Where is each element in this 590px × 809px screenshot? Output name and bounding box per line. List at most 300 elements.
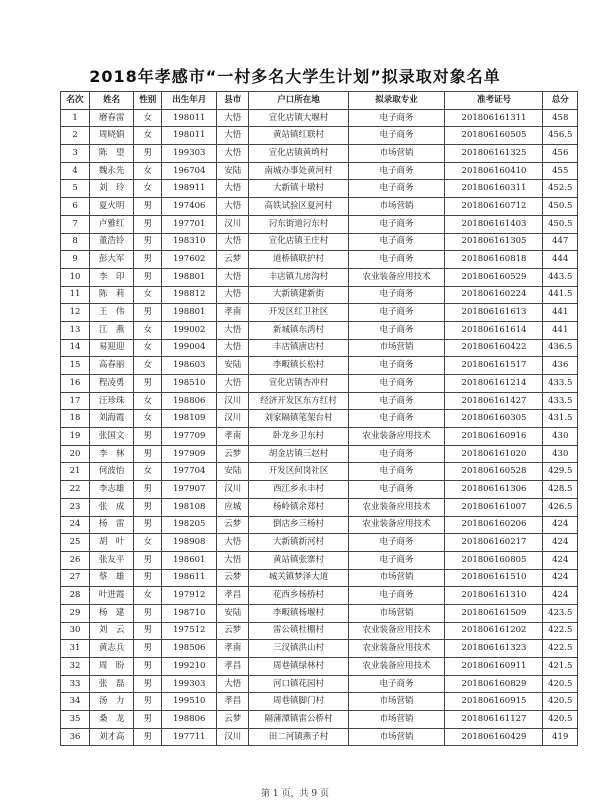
name-cell: 张友平 xyxy=(90,551,134,569)
rank-cell: 23 xyxy=(61,498,90,516)
gender-cell: 男 xyxy=(134,728,162,746)
county-cell: 大悟 xyxy=(217,339,249,357)
rank-cell: 9 xyxy=(61,251,90,269)
exam-id-cell: 201806160422 xyxy=(445,339,543,357)
residence-cell: 卧龙乡卫东村 xyxy=(249,428,348,446)
name-cell: 刘海霞 xyxy=(90,410,134,428)
table-header-row xyxy=(61,92,578,110)
table-row xyxy=(61,145,578,163)
table-row xyxy=(61,604,578,622)
score-cell: 430 xyxy=(543,428,578,446)
birth-cell: 198806 xyxy=(162,392,217,410)
residence-cell: 杨岭镇余郑村 xyxy=(249,498,348,516)
birth-cell: 198710 xyxy=(162,604,217,622)
name-cell: 夏火明 xyxy=(90,198,134,216)
major-cell: 电子商务 xyxy=(348,481,445,499)
major-cell: 电子商务 xyxy=(348,215,445,233)
major-cell: 电子商务 xyxy=(348,233,445,251)
table-row xyxy=(61,180,578,198)
rank-cell: 29 xyxy=(61,604,90,622)
residence-cell: 宣化店镇大堰村 xyxy=(249,109,348,127)
major-cell: 市场营销 xyxy=(348,604,445,622)
major-cell: 市场营销 xyxy=(348,728,445,746)
gender-cell: 男 xyxy=(134,428,162,446)
exam-id-cell: 201806160305 xyxy=(445,410,543,428)
table-row xyxy=(61,304,578,322)
table-row xyxy=(61,516,578,534)
birth-cell: 197701 xyxy=(162,215,217,233)
major-cell: 市场营销 xyxy=(348,198,445,216)
score-cell: 424 xyxy=(543,551,578,569)
residence-cell: 胡金店镇三赵村 xyxy=(249,445,348,463)
score-cell: 433.5 xyxy=(543,392,578,410)
exam-id-cell: 201806160805 xyxy=(445,551,543,569)
col-gender-header: 性别 xyxy=(134,92,162,110)
exam-id-cell: 201806161517 xyxy=(445,357,543,375)
exam-id-cell: 201806160916 xyxy=(445,428,543,446)
gender-cell: 男 xyxy=(134,268,162,286)
name-cell: 黄志兵 xyxy=(90,640,134,658)
table-row xyxy=(61,127,578,145)
gender-cell: 男 xyxy=(134,604,162,622)
birth-cell: 199004 xyxy=(162,339,217,357)
rank-cell: 31 xyxy=(61,640,90,658)
table-row xyxy=(61,498,578,516)
gender-cell: 男 xyxy=(134,304,162,322)
score-cell: 436 xyxy=(543,357,578,375)
exam-id-cell: 201806161427 xyxy=(445,392,543,410)
gender-cell: 男 xyxy=(134,622,162,640)
score-cell: 441.5 xyxy=(543,286,578,304)
residence-cell: 宣化店镇黄塆村 xyxy=(249,145,348,163)
score-cell: 424 xyxy=(543,534,578,552)
county-cell: 大悟 xyxy=(217,180,249,198)
major-cell: 农业装备应用技术 xyxy=(348,428,445,446)
name-cell: 何波怡 xyxy=(90,463,134,481)
score-cell: 420.5 xyxy=(543,711,578,729)
major-cell: 电子商务 xyxy=(348,357,445,375)
table-row xyxy=(61,711,578,729)
rank-cell: 17 xyxy=(61,392,90,410)
table-row xyxy=(61,587,578,605)
name-cell: 董浩铃 xyxy=(90,233,134,251)
gender-cell: 女 xyxy=(134,286,162,304)
exam-id-cell: 201806160410 xyxy=(445,162,543,180)
name-cell: 周 盼 xyxy=(90,658,134,676)
residence-cell: 新城镇东湾村 xyxy=(249,321,348,339)
rank-cell: 20 xyxy=(61,445,90,463)
county-cell: 大悟 xyxy=(217,268,249,286)
score-cell: 456.5 xyxy=(543,127,578,145)
major-cell: 电子商务 xyxy=(348,410,445,428)
table-row xyxy=(61,162,578,180)
major-cell: 电子商务 xyxy=(348,463,445,481)
table-row xyxy=(61,268,578,286)
residence-cell: 大新镇新河村 xyxy=(249,534,348,552)
exam-id-cell: 201806160911 xyxy=(445,658,543,676)
residence-cell: 雷公镇杜棚村 xyxy=(249,622,348,640)
col-major-header: 拟录取专业 xyxy=(348,92,445,110)
gender-cell: 女 xyxy=(134,534,162,552)
major-cell: 电子商务 xyxy=(348,551,445,569)
page-footer: 第 1 页，共 9 页 xyxy=(261,789,329,799)
residence-cell: 周巷镇绿林村 xyxy=(249,658,348,676)
table-row xyxy=(61,215,578,233)
name-cell: 李 林 xyxy=(90,445,134,463)
county-cell: 云梦 xyxy=(217,569,249,587)
county-cell: 孝南 xyxy=(217,428,249,446)
birth-cell: 199210 xyxy=(162,658,217,676)
name-cell: 卢雅红 xyxy=(90,215,134,233)
gender-cell: 男 xyxy=(134,551,162,569)
county-cell: 应城 xyxy=(217,498,249,516)
score-cell: 422.5 xyxy=(543,640,578,658)
major-cell: 电子商务 xyxy=(348,162,445,180)
exam-id-cell: 201806161007 xyxy=(445,498,543,516)
birth-cell: 199303 xyxy=(162,145,217,163)
exam-id-cell: 201806161614 xyxy=(445,321,543,339)
exam-id-cell: 201806161214 xyxy=(445,375,543,393)
major-cell: 农业装备应用技术 xyxy=(348,658,445,676)
name-cell: 蔡 雄 xyxy=(90,569,134,587)
major-cell: 电子商务 xyxy=(348,445,445,463)
major-cell: 农业装备应用技术 xyxy=(348,622,445,640)
residence-cell: 汈东街道汈东村 xyxy=(249,215,348,233)
table-row xyxy=(61,428,578,446)
gender-cell: 男 xyxy=(134,481,162,499)
exam-id-cell: 201806160429 xyxy=(445,728,543,746)
birth-cell: 198011 xyxy=(162,109,217,127)
county-cell: 大悟 xyxy=(217,286,249,304)
major-cell: 农业装备应用技术 xyxy=(348,268,445,286)
rank-cell: 11 xyxy=(61,286,90,304)
name-cell: 刘 玲 xyxy=(90,180,134,198)
major-cell: 农业装备应用技术 xyxy=(348,498,445,516)
county-cell: 汉川 xyxy=(217,728,249,746)
score-cell: 431.5 xyxy=(543,410,578,428)
name-cell: 陈 莉 xyxy=(90,286,134,304)
name-cell: 磨春雷 xyxy=(90,109,134,127)
table-row xyxy=(61,375,578,393)
rank-cell: 7 xyxy=(61,215,90,233)
name-cell: 周晓娟 xyxy=(90,127,134,145)
table-row xyxy=(61,534,578,552)
gender-cell: 男 xyxy=(134,375,162,393)
rank-cell: 24 xyxy=(61,516,90,534)
name-cell: 刘 云 xyxy=(90,622,134,640)
name-cell: 叶进霞 xyxy=(90,587,134,605)
admission-table xyxy=(60,91,578,746)
name-cell: 彭大军 xyxy=(90,251,134,269)
score-cell: 426.5 xyxy=(543,498,578,516)
exam-id-cell: 201806160224 xyxy=(445,286,543,304)
county-cell: 云梦 xyxy=(217,711,249,729)
exam-id-cell: 201806160915 xyxy=(445,693,543,711)
residence-cell: 大新镇建新街 xyxy=(249,286,348,304)
residence-cell: 丰店镇九房沟村 xyxy=(249,268,348,286)
major-cell: 电子商务 xyxy=(348,251,445,269)
table-row xyxy=(61,233,578,251)
county-cell: 安陆 xyxy=(217,357,249,375)
rank-cell: 36 xyxy=(61,728,90,746)
gender-cell: 男 xyxy=(134,640,162,658)
birth-cell: 198908 xyxy=(162,534,217,552)
rank-cell: 3 xyxy=(61,145,90,163)
gender-cell: 女 xyxy=(134,392,162,410)
exam-id-cell: 201806160528 xyxy=(445,463,543,481)
score-cell: 419 xyxy=(543,728,578,746)
name-cell: 李志雄 xyxy=(90,481,134,499)
name-cell: 易迎迎 xyxy=(90,339,134,357)
name-cell: 张 磊 xyxy=(90,675,134,693)
name-cell: 高春丽 xyxy=(90,357,134,375)
residence-cell: 宣化店镇王庄村 xyxy=(249,233,348,251)
county-cell: 孝南 xyxy=(217,640,249,658)
score-cell: 456 xyxy=(543,145,578,163)
residence-cell: 经济开发区东方红村 xyxy=(249,392,348,410)
county-cell: 孝昌 xyxy=(217,693,249,711)
birth-cell: 198601 xyxy=(162,551,217,569)
exam-id-cell: 201806161613 xyxy=(445,304,543,322)
rank-cell: 34 xyxy=(61,693,90,711)
gender-cell: 女 xyxy=(134,587,162,605)
table-row xyxy=(61,622,578,640)
score-cell: 441 xyxy=(543,304,578,322)
gender-cell: 男 xyxy=(134,445,162,463)
county-cell: 云梦 xyxy=(217,516,249,534)
birth-cell: 198109 xyxy=(162,410,217,428)
county-cell: 大悟 xyxy=(217,375,249,393)
rank-cell: 33 xyxy=(61,675,90,693)
col-exam-id-header: 准考证号 xyxy=(445,92,543,110)
name-cell: 刘才高 xyxy=(90,728,134,746)
residence-cell: 黄站镇红联村 xyxy=(249,127,348,145)
birth-cell: 199510 xyxy=(162,693,217,711)
residence-cell: 李畈镇长松村 xyxy=(249,357,348,375)
col-score-header: 总分 xyxy=(543,92,578,110)
score-cell: 430 xyxy=(543,445,578,463)
table-row xyxy=(61,392,578,410)
table-row xyxy=(61,445,578,463)
gender-cell: 男 xyxy=(134,658,162,676)
score-cell: 424 xyxy=(543,516,578,534)
gender-cell: 男 xyxy=(134,198,162,216)
county-cell: 汉川 xyxy=(217,215,249,233)
rank-cell: 6 xyxy=(61,198,90,216)
rank-cell: 26 xyxy=(61,551,90,569)
exam-id-cell: 201806161403 xyxy=(445,215,543,233)
col-name-header: 姓名 xyxy=(90,92,134,110)
score-cell: 443.5 xyxy=(543,268,578,286)
residence-cell: 开发区红卫社区 xyxy=(249,304,348,322)
gender-cell: 男 xyxy=(134,251,162,269)
major-cell: 电子商务 xyxy=(348,675,445,693)
document-title: 2018年孝感市“一村多名大学生计划”拟录取对象名单 xyxy=(89,67,501,86)
birth-cell: 197909 xyxy=(162,445,217,463)
rank-cell: 12 xyxy=(61,304,90,322)
birth-cell: 198603 xyxy=(162,357,217,375)
score-cell: 429.5 xyxy=(543,463,578,481)
score-cell: 450.5 xyxy=(543,215,578,233)
score-cell: 423.5 xyxy=(543,604,578,622)
table-row xyxy=(61,569,578,587)
table-row xyxy=(61,198,578,216)
table-row xyxy=(61,463,578,481)
major-cell: 电子商务 xyxy=(348,392,445,410)
col-residence-header: 户口所在地 xyxy=(249,92,348,110)
birth-cell: 198506 xyxy=(162,640,217,658)
rank-cell: 28 xyxy=(61,587,90,605)
table-row xyxy=(61,640,578,658)
county-cell: 孝昌 xyxy=(217,658,249,676)
birth-cell: 197512 xyxy=(162,622,217,640)
county-cell: 大悟 xyxy=(217,233,249,251)
residence-cell: 周巷镇脚门村 xyxy=(249,693,348,711)
birth-cell: 197704 xyxy=(162,463,217,481)
gender-cell: 女 xyxy=(134,162,162,180)
name-cell: 汤 力 xyxy=(90,693,134,711)
major-cell: 市场营销 xyxy=(348,145,445,163)
exam-id-cell: 201806161305 xyxy=(445,233,543,251)
rank-cell: 21 xyxy=(61,463,90,481)
exam-id-cell: 201806161202 xyxy=(445,622,543,640)
major-cell: 电子商务 xyxy=(348,127,445,145)
residence-cell: 刘家隔镇笔架台村 xyxy=(249,410,348,428)
gender-cell: 女 xyxy=(134,109,162,127)
major-cell: 农业装备应用技术 xyxy=(348,516,445,534)
residence-cell: 隔蒲潭镇雷公桥村 xyxy=(249,711,348,729)
gender-cell: 女 xyxy=(134,410,162,428)
name-cell: 张国文 xyxy=(90,428,134,446)
major-cell: 市场营销 xyxy=(348,569,445,587)
exam-id-cell: 201806161127 xyxy=(445,711,543,729)
rank-cell: 30 xyxy=(61,622,90,640)
rank-cell: 22 xyxy=(61,481,90,499)
score-cell: 424 xyxy=(543,587,578,605)
birth-cell: 198911 xyxy=(162,180,217,198)
exam-id-cell: 201806160818 xyxy=(445,251,543,269)
birth-cell: 197907 xyxy=(162,481,217,499)
score-cell: 450.5 xyxy=(543,198,578,216)
county-cell: 安陆 xyxy=(217,162,249,180)
gender-cell: 女 xyxy=(134,180,162,198)
county-cell: 安陆 xyxy=(217,604,249,622)
birth-cell: 198801 xyxy=(162,268,217,286)
county-cell: 大悟 xyxy=(217,127,249,145)
name-cell: 杨 建 xyxy=(90,604,134,622)
gender-cell: 男 xyxy=(134,516,162,534)
table-row xyxy=(61,481,578,499)
exam-id-cell: 201806160505 xyxy=(445,127,543,145)
birth-cell: 198812 xyxy=(162,286,217,304)
gender-cell: 男 xyxy=(134,145,162,163)
rank-cell: 8 xyxy=(61,233,90,251)
table-row xyxy=(61,109,578,127)
gender-cell: 男 xyxy=(134,675,162,693)
county-cell: 汉川 xyxy=(217,481,249,499)
county-cell: 汉川 xyxy=(217,410,249,428)
score-cell: 458 xyxy=(543,109,578,127)
birth-cell: 198510 xyxy=(162,375,217,393)
major-cell: 农业装备应用技术 xyxy=(348,640,445,658)
birth-cell: 198205 xyxy=(162,516,217,534)
birth-cell: 198310 xyxy=(162,233,217,251)
gender-cell: 女 xyxy=(134,463,162,481)
birth-cell: 197709 xyxy=(162,428,217,446)
name-cell: 江 燕 xyxy=(90,321,134,339)
birth-cell: 198611 xyxy=(162,569,217,587)
score-cell: 455 xyxy=(543,162,578,180)
county-cell: 大悟 xyxy=(217,198,249,216)
exam-id-cell: 201806160829 xyxy=(445,675,543,693)
major-cell: 市场营销 xyxy=(348,693,445,711)
major-cell: 市场营销 xyxy=(348,339,445,357)
gender-cell: 男 xyxy=(134,498,162,516)
rank-cell: 2 xyxy=(61,127,90,145)
score-cell: 444 xyxy=(543,251,578,269)
county-cell: 云梦 xyxy=(217,622,249,640)
table-row xyxy=(61,357,578,375)
major-cell: 电子商务 xyxy=(348,286,445,304)
col-birth-header: 出生年月 xyxy=(162,92,217,110)
score-cell: 421.5 xyxy=(543,658,578,676)
birth-cell: 198108 xyxy=(162,498,217,516)
rank-cell: 18 xyxy=(61,410,90,428)
gender-cell: 男 xyxy=(134,569,162,587)
score-cell: 428.5 xyxy=(543,481,578,499)
table-row xyxy=(61,728,578,746)
rank-cell: 13 xyxy=(61,321,90,339)
table-row xyxy=(61,675,578,693)
score-cell: 436.5 xyxy=(543,339,578,357)
name-cell: 杨 雷 xyxy=(90,516,134,534)
county-cell: 云梦 xyxy=(217,445,249,463)
exam-id-cell: 201806161306 xyxy=(445,481,543,499)
major-cell: 电子商务 xyxy=(348,375,445,393)
birth-cell: 198801 xyxy=(162,304,217,322)
table-row xyxy=(61,339,578,357)
county-cell: 大悟 xyxy=(217,109,249,127)
name-cell: 陈 望 xyxy=(90,145,134,163)
gender-cell: 男 xyxy=(134,711,162,729)
table-row xyxy=(61,693,578,711)
name-cell: 桑 龙 xyxy=(90,711,134,729)
score-cell: 420.5 xyxy=(543,693,578,711)
score-cell: 433.5 xyxy=(543,375,578,393)
exam-id-cell: 201806161510 xyxy=(445,569,543,587)
score-cell: 447 xyxy=(543,233,578,251)
county-cell: 安陆 xyxy=(217,463,249,481)
rank-cell: 1 xyxy=(61,109,90,127)
residence-cell: 高铁试验区夏河村 xyxy=(249,198,348,216)
gender-cell: 女 xyxy=(134,339,162,357)
residence-cell: 丰店镇唐店村 xyxy=(249,339,348,357)
rank-cell: 15 xyxy=(61,357,90,375)
score-cell: 422.5 xyxy=(543,622,578,640)
exam-id-cell: 201806160529 xyxy=(445,268,543,286)
county-cell: 大悟 xyxy=(217,534,249,552)
rank-cell: 10 xyxy=(61,268,90,286)
major-cell: 电子商务 xyxy=(348,321,445,339)
residence-cell: 大新镇十墩村 xyxy=(249,180,348,198)
table-body xyxy=(61,109,578,746)
gender-cell: 男 xyxy=(134,215,162,233)
county-cell: 大悟 xyxy=(217,675,249,693)
county-cell: 大悟 xyxy=(217,321,249,339)
residence-cell: 倒店乡三杨村 xyxy=(249,516,348,534)
county-cell: 大悟 xyxy=(217,145,249,163)
birth-cell: 199002 xyxy=(162,321,217,339)
